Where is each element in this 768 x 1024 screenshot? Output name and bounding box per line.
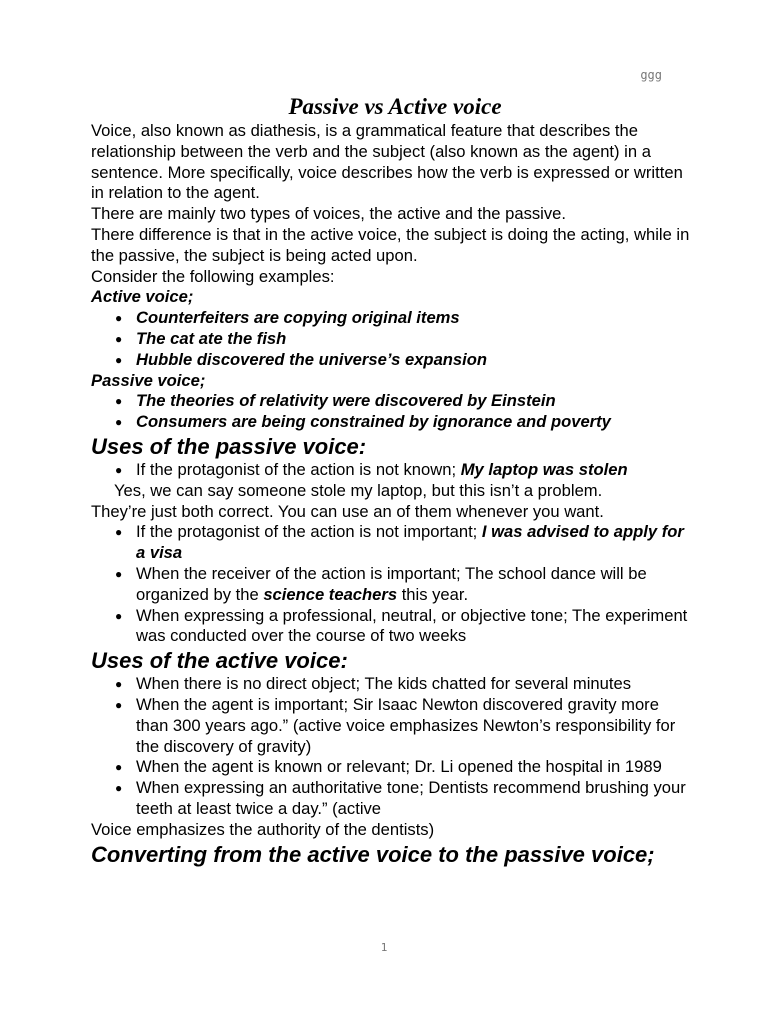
list-item: ● When expressing an authoritative tone; Dentists recommend brushing your teeth at least twice a day.” (active — [91, 778, 691, 820]
passive-uses-list-continued — [91, 522, 691, 647]
intro-paragraph-3: There difference is that in the active voice, the subject is doing the acting, while in the passive, the subject is being acted upon. — [91, 224, 690, 265]
intro-paragraph-2: There are mainly two types of voices, the active and the passive. — [91, 204, 567, 224]
passive-voice-label: Passive voice; — [91, 370, 206, 390]
intro-paragraph-1: Voice, also known as diathesis, is a grammatical feature that describes the relationship between the verb and the subject (also known as the agent) in a sentence. More specifically, voice describes how the verb is expressed or written in relation to the agent. — [91, 121, 683, 203]
document-body — [91, 121, 691, 868]
header-mark: ggg — [640, 68, 662, 82]
intro-paragraph-4: Consider the following examples: — [91, 266, 335, 286]
list-item: ● When the agent is known or relevant; Dr. Li opened the hospital in 1989 — [91, 757, 691, 778]
passive-uses-list — [91, 460, 691, 481]
list-item: ● Consumers are being constrained by ignorance and poverty — [91, 412, 691, 433]
page-title: Passive vs Active voice — [288, 94, 502, 119]
list-item: ● The theories of relativity were discovered by Einstein — [91, 391, 691, 412]
list-item: ● When expressing a professional, neutral, or objective tone; The experiment was conducted over the course of two weeks — [91, 606, 691, 648]
active-uses-list — [91, 674, 691, 820]
list-item: ● When there is no direct object; The kids chatted for several minutes — [91, 674, 691, 695]
list-item — [91, 564, 691, 606]
list-item: ● When the agent is important; Sir Isaac Newton discovered gravity more than 300 years ago.” (active voice emphasizes Newton’s responsibility for the discovery of gravity) — [91, 695, 691, 757]
list-item: ● Counterfeiters are copying original items — [91, 308, 691, 329]
list-item — [91, 460, 691, 481]
list-item-example: science teachers — [263, 584, 398, 604]
list-item-example: My laptop was stolen — [460, 459, 628, 479]
active-uses-heading: Uses of the active voice: — [91, 648, 348, 674]
passive-uses-heading: Uses of the passive voice: — [91, 433, 367, 459]
list-item-tail: this year. — [397, 584, 469, 604]
passive-note-2: They’re just both correct. You can use an of them whenever you want. — [91, 501, 604, 521]
passive-note-1: Yes, we can say someone stole my laptop, but this isn’t a problem. — [114, 480, 603, 500]
converting-heading: Converting from the active voice to the passive voice; — [91, 841, 655, 867]
active-voice-label: Active voice; — [91, 287, 194, 307]
list-item-text: When the receiver of the action is important; The school dance will be organized by the — [136, 563, 647, 604]
passive-examples-list — [91, 391, 691, 433]
page-number: 1 — [380, 941, 388, 954]
list-item: ● The cat ate the fish — [91, 329, 691, 350]
list-item-text: If the protagonist of the action is not known; — [136, 459, 461, 479]
active-examples-list — [91, 308, 691, 370]
list-item: ● Hubble discovered the universe’s expansion — [91, 350, 691, 371]
list-item-text: If the protagonist of the action is not important; — [136, 522, 482, 542]
list-item-example: I was advised to apply for a visa — [136, 522, 684, 563]
active-uses-tail: Voice emphasizes the authority of the dentists) — [91, 819, 435, 839]
list-item — [91, 522, 691, 564]
